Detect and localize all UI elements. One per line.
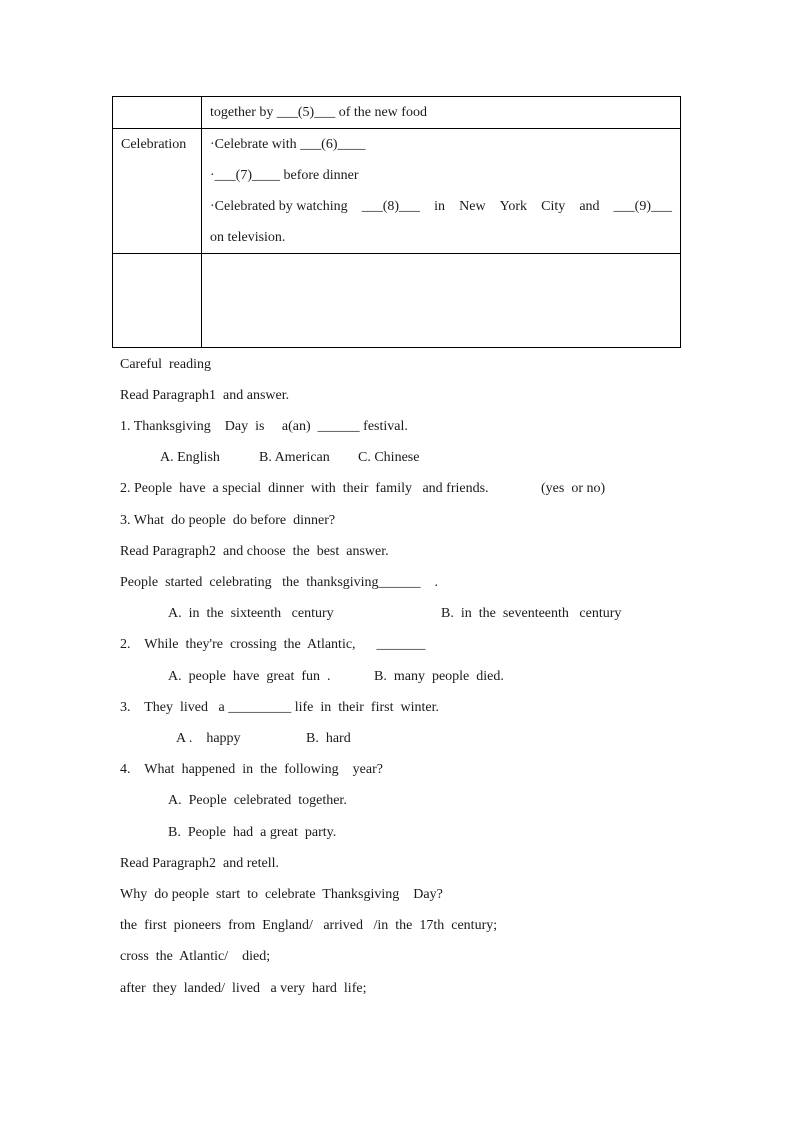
retell-instruction: Read Paragraph2 and retell. <box>120 856 279 871</box>
table-row <box>113 129 681 254</box>
option-b: B. hard <box>306 731 351 746</box>
question-1-2: 2. People have a special dinner with their family and friends. <box>120 481 489 496</box>
line3-part: City <box>541 199 566 214</box>
celebration-line-2: ·___(7)____ before dinner <box>210 168 359 183</box>
option-b: B. in the seventeenth century <box>441 606 622 621</box>
para2-instruction: Read Paragraph2 and choose the best answer. <box>120 544 389 559</box>
line3-part: York <box>499 199 528 214</box>
celebration-line-3 <box>202 191 680 222</box>
option-a: A. People celebrated together. <box>168 793 347 808</box>
table-row <box>113 97 681 129</box>
question-2-4: 4. What happened in the following year? <box>120 762 383 777</box>
table-row <box>113 254 681 348</box>
option-c: C. Chinese <box>358 450 420 465</box>
yes-no-note: (yes or no) <box>541 481 606 496</box>
row-content-empty <box>202 254 680 285</box>
option-b: B. American <box>259 450 330 465</box>
option-a: A. English <box>160 450 220 465</box>
careful-reading-heading: Careful reading <box>120 357 211 372</box>
option-b: B. People had a great party. <box>168 825 337 840</box>
line3-part: ·Celebrated by watching <box>210 199 348 214</box>
retell-cue-2: cross the Atlantic/ died; <box>120 949 271 964</box>
row-content-line: together by ___(5)___ of the new food <box>210 105 427 120</box>
option-b: B. many people died. <box>374 669 504 684</box>
option-a: A . happy <box>176 731 241 746</box>
line3-part: and <box>579 199 600 214</box>
para1-instruction: Read Paragraph1 and answer. <box>120 388 290 403</box>
row-label-celebration: Celebration <box>121 137 187 152</box>
question-2-1: People started celebrating the thanksgiving______ . <box>120 575 439 590</box>
table-cell-content <box>202 97 681 129</box>
option-a: A. people have great fun . <box>168 669 331 684</box>
question-2-3: 3. They lived a _________ life in their first winter. <box>120 700 439 715</box>
retell-cue-1: the first pioneers from England/ arrived /in the 17th century; <box>120 918 498 933</box>
option-a: A. in the sixteenth century <box>168 606 334 621</box>
table-cell-content <box>202 254 681 348</box>
thanksgiving-table <box>112 96 681 348</box>
table-cell-label <box>113 254 202 348</box>
row-label-empty <box>113 254 201 285</box>
line3-part: ___(9)___ <box>613 199 672 214</box>
question-1-1: 1. Thanksgiving Day is a(an) ______ festival. <box>120 419 408 434</box>
retell-cue-3: after they landed/ lived a very hard life; <box>120 981 367 996</box>
row-label <box>113 97 201 128</box>
question-2-2: 2. While they're crossing the Atlantic, _______ <box>120 637 426 652</box>
table-cell-content <box>202 129 681 254</box>
celebration-line-1: ·Celebrate with ___(6)____ <box>210 137 366 152</box>
table-cell-label <box>113 129 202 254</box>
line3-part: ___(8)___ <box>361 199 421 214</box>
line3-part: in <box>434 199 446 214</box>
question-1-3: 3. What do people do before dinner? <box>120 513 336 528</box>
line3-part: New <box>459 199 486 214</box>
retell-question: Why do people start to celebrate Thanksgiving Day? <box>120 887 443 902</box>
celebration-line-4: on television. <box>210 230 286 245</box>
table-cell-label <box>113 97 202 129</box>
